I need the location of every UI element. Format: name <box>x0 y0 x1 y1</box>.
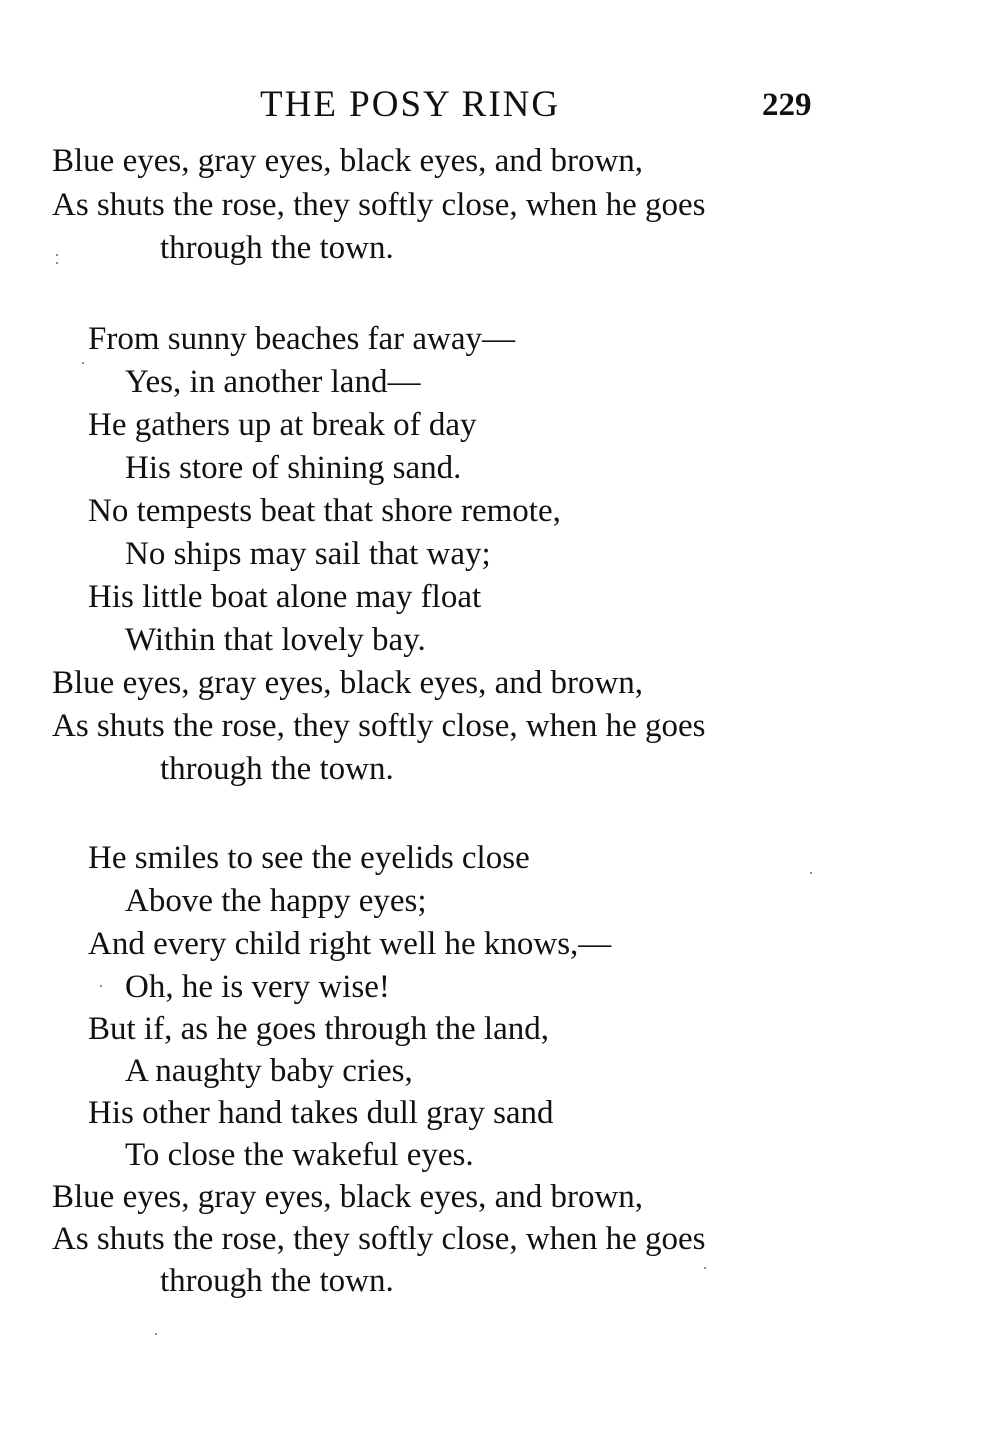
scan-speck <box>56 262 58 264</box>
scan-speck <box>155 1333 157 1335</box>
poem-line: Blue eyes, gray eyes, black eyes, and brown, <box>52 143 644 179</box>
poem-line: Yes, in another land— <box>125 364 421 400</box>
poem-line: But if, as he goes through the land, <box>88 1011 550 1047</box>
poem-line: through the town. <box>160 1263 394 1299</box>
poem-line: No tempests beat that shore remote, <box>88 493 561 529</box>
scan-speck <box>100 985 102 987</box>
poem-line: Blue eyes, gray eyes, black eyes, and brown, <box>52 665 644 701</box>
scan-speck <box>56 254 58 256</box>
poem-line: His little boat alone may float <box>88 579 482 615</box>
poem-line: A naughty baby cries, <box>125 1053 413 1089</box>
scan-speck <box>82 362 84 364</box>
poem-line: through the town. <box>160 230 394 266</box>
poem-line: He gathers up at break of day <box>88 407 477 443</box>
poem-line: From sunny beaches far away— <box>88 321 516 357</box>
poem-line: His store of shining sand. <box>125 450 462 486</box>
poem-line: Within that lovely bay. <box>125 622 426 658</box>
poem-line: Above the happy eyes; <box>125 883 427 919</box>
poem-line: As shuts the rose, they softly close, when he goes <box>52 187 706 223</box>
scan-speck <box>810 872 812 874</box>
poem-line: To close the wakeful eyes. <box>125 1137 474 1173</box>
poem-line: As shuts the rose, they softly close, when he goes <box>52 1221 706 1257</box>
poem-line: And every child right well he knows,— <box>88 926 612 962</box>
poem-line: As shuts the rose, they softly close, when he goes <box>52 708 706 744</box>
running-title: THE POSY RING <box>260 84 561 125</box>
poem-line: through the town. <box>160 751 394 787</box>
poem-line: His other hand takes dull gray sand <box>88 1095 554 1131</box>
poem-line: He smiles to see the eyelids close <box>88 840 530 876</box>
poem-line: Oh, he is very wise! <box>125 969 390 1005</box>
page-header <box>0 80 1000 130</box>
poem-line: Blue eyes, gray eyes, black eyes, and brown, <box>52 1179 644 1215</box>
poem-line: No ships may sail that way; <box>125 536 491 572</box>
page-number: 229 <box>762 87 812 123</box>
scan-speck <box>704 1267 706 1269</box>
